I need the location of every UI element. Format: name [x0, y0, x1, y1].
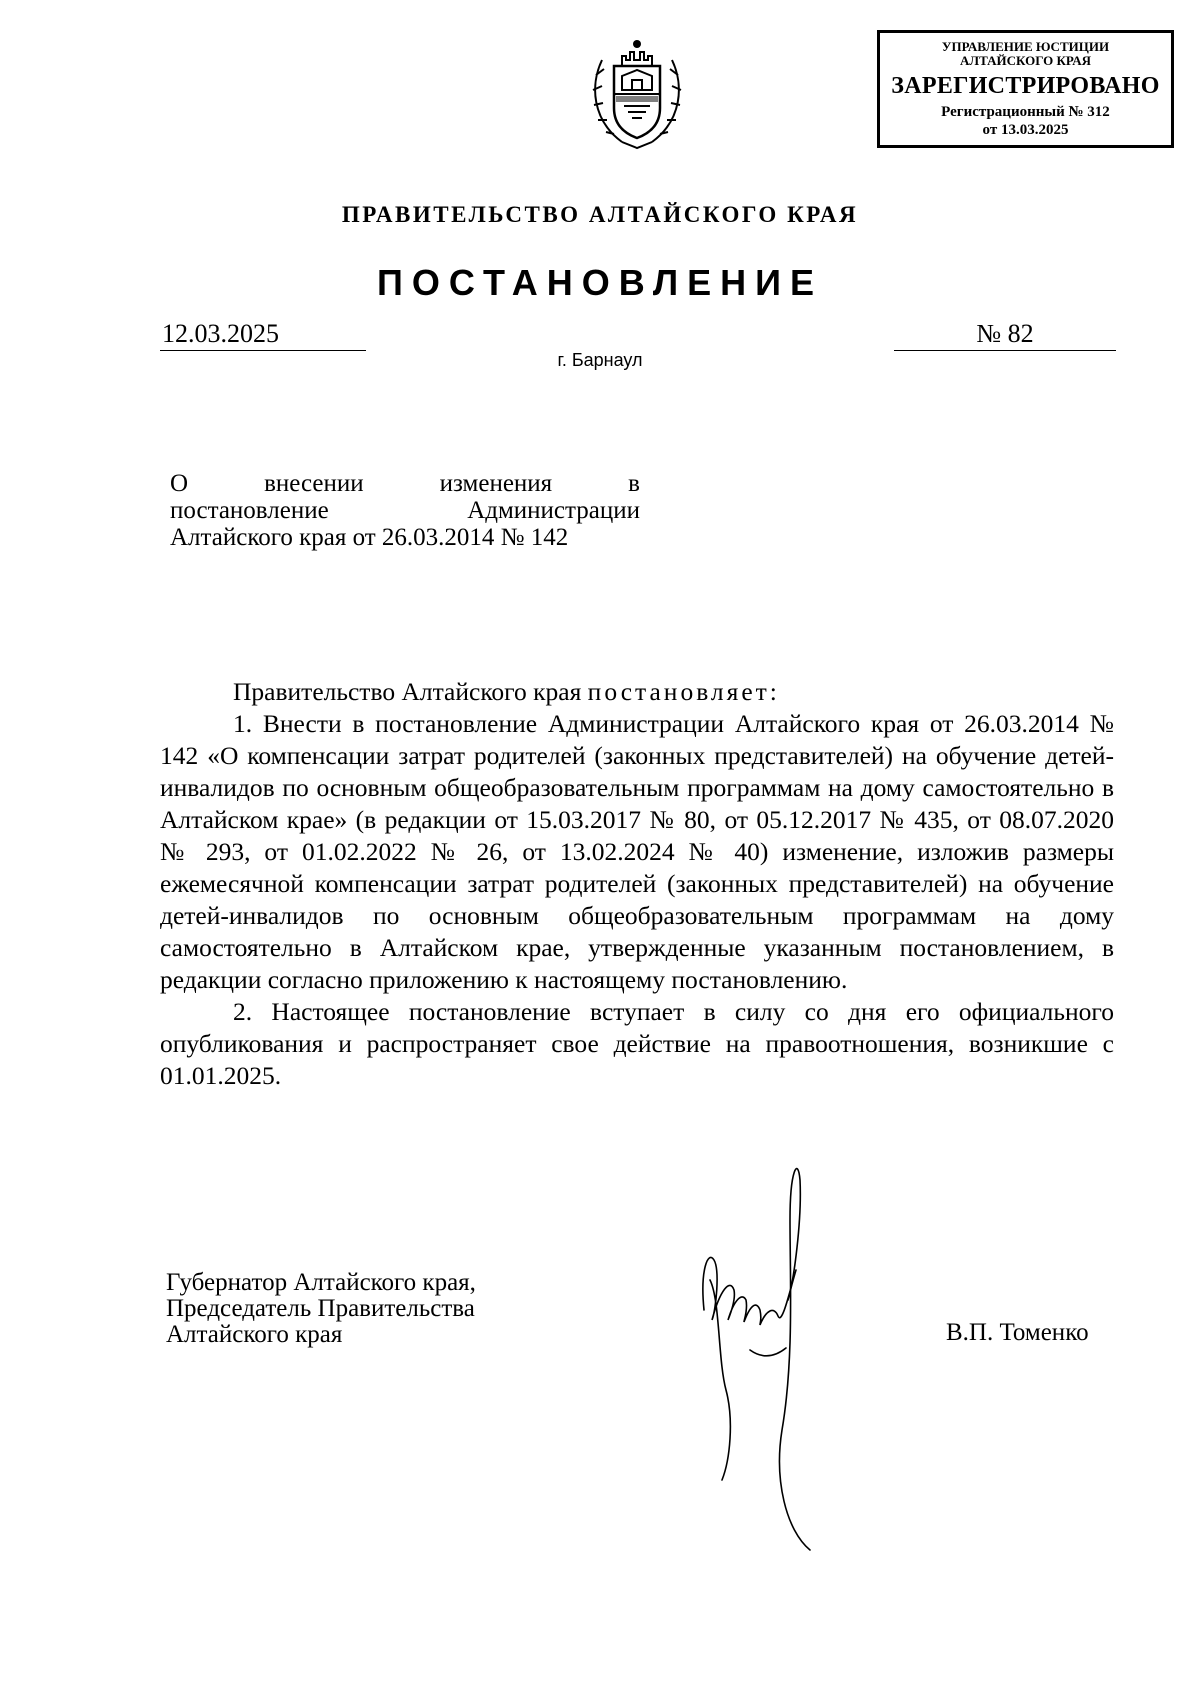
signer-title-line1: Губернатор Алтайского края,: [166, 1269, 476, 1296]
paragraph-2: 2. Настоящее постановление вступает в силу со дня его официального опубликования и распространяет свое действие на правоотношения, возникшие с 01.01.2025.: [160, 997, 1114, 1090]
stamp-reg-date: от 13.03.2025: [982, 122, 1069, 138]
stamp-authority-line1: УПРАВЛЕНИЕ ЮСТИЦИИ: [941, 39, 1110, 54]
document-subject: [170, 470, 640, 551]
stamp-status: ЗАРЕГИСТРИРОВАНО: [891, 73, 1160, 99]
stamp-authority-line2: АЛТАЙСКОГО КРАЯ: [960, 53, 1091, 68]
preamble-lead: Правительство Алтайского края: [233, 677, 582, 706]
preamble-verb: постановляет:: [587, 677, 780, 706]
organization-name: ПРАВИТЕЛЬСТВО АЛТАЙСКОГО КРАЯ: [341, 202, 859, 227]
document-number: № 82: [894, 318, 1116, 351]
stamp-reg-number: Регистрационный № 312: [941, 104, 1110, 120]
paragraph-1: 1. Внести в постановление Администрации Алтайского края от 26.03.2014 № 142 «О компенсации затрат родителей (законных представителей) на обучение детей-инвалидов по основным общеобразовательным программам на дому самостоятельно в Алтайском крае» (в редакции от 15.03.2017 № 80, от 05.12.2017 № 435, от 08.07.2020 № 293, от 01.02.2022 № 26, от 13.02.2024 № 40) изменение, изложив размеры ежемесячной компенсации затрат родителей (законных представителей) на обучение детей-инвалидов по основным общеобразовательным программам на дому самостоятельно в Алтайском крае, утвержденные указанным постановлением, в редакции согласно приложению к настоящему постановлению.: [160, 709, 1114, 994]
signer-title-line3: Алтайского края: [166, 1321, 343, 1348]
registration-stamp: [877, 30, 1174, 148]
altai-krai-coat-of-arms-icon: [582, 30, 692, 154]
subject-line1: О внесении изменения в: [170, 470, 640, 497]
document-body: [160, 676, 1114, 1092]
signer-title: [166, 1270, 476, 1348]
document-city: г. Барнаул: [557, 350, 643, 370]
signer-title-line2: Председатель Правительства: [166, 1295, 475, 1322]
subject-line2: постановление Администрации: [170, 497, 640, 524]
document-type: ПОСТАНОВЛЕНИЕ: [377, 262, 823, 303]
preamble: [160, 676, 1114, 708]
document-date: 12.03.2025: [160, 318, 366, 351]
subject-line3: Алтайского края от 26.03.2014 № 142: [170, 524, 569, 551]
handwritten-signature-icon: [690, 1160, 860, 1560]
signer-name: В.П. Томенко: [946, 1319, 1089, 1346]
